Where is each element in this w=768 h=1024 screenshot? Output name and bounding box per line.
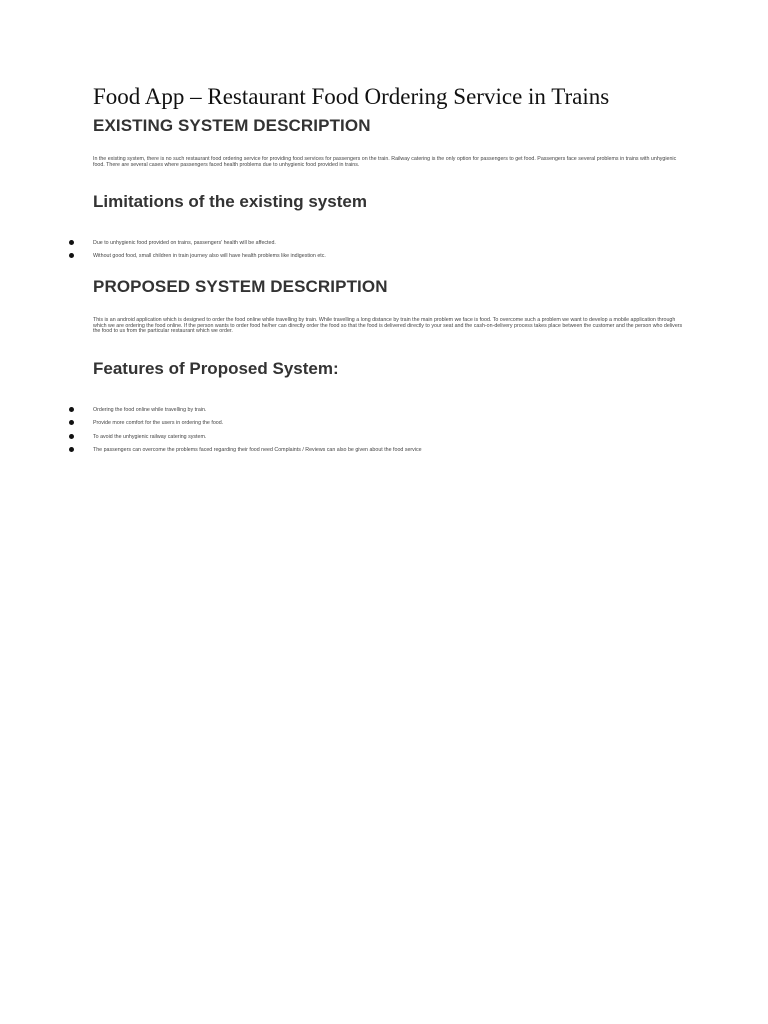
- features-heading: Features of Proposed System:: [93, 359, 339, 378]
- bullet-icon: [69, 434, 74, 439]
- proposed-system-paragraph: This is an android application which is designed to order the food online while travelling by train. While travelling a long distance by train the main problem we face is food. To overcome such a problem we want to develop a mobile application through which we are ordering the food online. If the person wants to order food he/her can directly order the food so that the food is delivered directly to your seat and the cash-on-delivery process takes place between the customer and the person who delivers the food to us from the particular restaurant which we order.: [93, 317, 683, 335]
- features-list: [0, 407, 768, 461]
- bullet-icon: [69, 407, 74, 412]
- bullet-icon: [69, 253, 74, 258]
- bullet-icon: [69, 447, 74, 452]
- existing-system-heading: EXISTING SYSTEM DESCRIPTION: [93, 116, 371, 135]
- existing-system-paragraph: In the existing system, there is no such restaurant food ordering service for providing food services for passengers on the train. Railway catering is the only option for passengers to get food. Passengers face several problems in trains with unhygienic food. There are several cases where passengers faced health problems due to unhygienic food provided in trains.: [93, 156, 677, 168]
- document-title: Food App – Restaurant Food Ordering Service in Trains: [93, 84, 610, 109]
- list-item: [0, 407, 768, 420]
- feature-text: To avoid the unhygienic railway catering system.: [93, 433, 207, 440]
- feature-text: Provide more comfort for the users in ordering the food.: [93, 420, 224, 427]
- feature-text: The passengers can overcome the problems faced regarding their food need Complaints / Reviews can also be given about the food service: [93, 447, 422, 454]
- proposed-system-heading: PROPOSED SYSTEM DESCRIPTION: [93, 277, 388, 296]
- bullet-icon: [69, 240, 74, 245]
- list-item: [0, 434, 768, 447]
- limitation-text: Without good food, small children in train journey also will have health problems like indigestion etc.: [93, 253, 326, 260]
- list-item: [0, 240, 768, 253]
- list-item: [0, 420, 768, 433]
- list-item: [0, 447, 768, 460]
- bullet-icon: [69, 420, 74, 425]
- limitations-list: [0, 240, 768, 267]
- limitation-text: Due to unhygienic food provided on trains, passengers' health will be affected.: [93, 240, 276, 246]
- list-item: [0, 253, 768, 266]
- limitations-heading: Limitations of the existing system: [93, 192, 367, 211]
- feature-text: Ordering the food online while travelling by train.: [93, 407, 207, 413]
